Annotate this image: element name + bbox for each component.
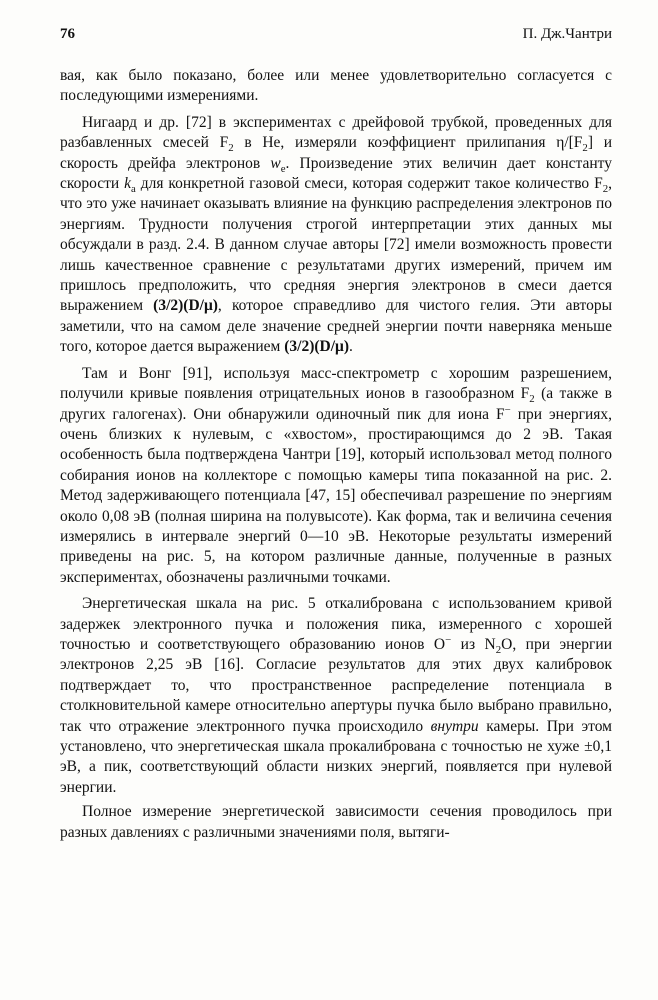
text-run: . Произведение этих величин дает константу скорости bbox=[60, 154, 612, 193]
text-run: O, при энергии электронов 2,25 эВ [16]. Согласие результатов для этих двух калибровок подтверждает то, что пространственное распределение потенциала в столкновительной камере относительно апертуры пучка было выбрано правильно, так что отражение электронного пучка происходило bbox=[60, 635, 612, 735]
text-run: , что это уже начинает оказывать влияние на функцию распределения электронов по энергиям. Трудности получения строгой интерпретации этих данных мы обсуждали в разд. 2.4. В данном случае авторы [72] имели возможность провести лишь качественное сравнение с результатами других измерений, причем им пришлось предположить, что средняя энергия электронов в смеси дается выражением bbox=[60, 175, 612, 315]
text-run: , которое справедливо для чистого гелия. Эти авторы заметили, что на самом деле значение средней энергии почти наверняка меньше того, которое дается выражением bbox=[60, 297, 612, 356]
superscript: − bbox=[504, 403, 511, 416]
math-variable: w bbox=[270, 154, 281, 172]
superscript: − bbox=[445, 633, 452, 646]
paragraph-2 bbox=[60, 113, 612, 358]
text-run: в He, измеряли коэффициент прилипания η/[F bbox=[233, 134, 583, 152]
body-text bbox=[60, 66, 612, 849]
math-variable: k bbox=[124, 175, 131, 193]
running-head: П. Дж.Чантри bbox=[522, 26, 612, 42]
emphasis: внутри bbox=[430, 717, 479, 735]
text-run: Там и Вонг [91], используя масс-спектрометр с хорошим разрешением, получили кривые появления отрицательных ионов в газообразном F bbox=[60, 364, 612, 403]
subscript: 2 bbox=[602, 183, 609, 196]
paragraph-5-text: Полное измерение энергетической зависимости сечения проводилось при разных давлениях с различными значениями поля, вытяги- bbox=[60, 803, 612, 841]
paragraph-5 bbox=[60, 802, 612, 843]
subscript: 2 bbox=[529, 393, 535, 406]
paragraph-1 bbox=[60, 66, 612, 107]
text-run: Энергетическая шкала на рис. 5 откалибрована с использованием кривой задержек электронного пучка и положения пика, измеренного с хорошей точностью и соответствующего образованию ионов O bbox=[60, 595, 612, 653]
page-header bbox=[60, 26, 612, 50]
text-run: Нигаард и др. [72] в экспериментах с дрейфовой трубкой, проведенных для разбавленных смесей F bbox=[60, 113, 612, 152]
subscript: e bbox=[280, 162, 286, 175]
text-run: (а также в других галогенах). Они обнаружили одиночный пик для иона F bbox=[60, 385, 612, 423]
paragraph-1-text: вая, как было показано, более или менее удовлетворительно согласуется с последующими измерениями. bbox=[60, 67, 612, 105]
paragraph-4 bbox=[60, 594, 612, 798]
formula: (3/2)(D/μ) bbox=[284, 338, 349, 356]
text-run: из N bbox=[451, 635, 496, 653]
text-run: . bbox=[349, 338, 353, 356]
subscript: 2 bbox=[495, 644, 502, 657]
paragraph-3 bbox=[60, 364, 612, 588]
text-run: камеры. При этом установлено, что энергетическая шкала прокалибрована с точностью не хуже ±0,1 эВ, а пик, соответствующий области низких энергий, появляется при нулевой энергии. bbox=[60, 717, 612, 796]
text-run: при энергиях, очень близких к нулевым, с «хвостом», простирающимся до 2 эВ. Такая особенность была подтверждена Чантри [19], который использовал метод полного собирания ионов на коллекторе с помощью камеры типа показанной на рис. 2. Метод задерживающего потенциала [47, 15] обеспечивал разрешение по энергиям около 0,08 эВ (полная ширина на полувысоте). Как форма, так и величина сечения измерялись в интервале энергий 0—10 эВ. Некоторые результаты измерений приведены на рис. 5, на котором различные данные, полученные в разных экспериментах, обозначены различными точками. bbox=[60, 405, 613, 586]
subscript: 2 bbox=[582, 142, 588, 155]
subscript: a bbox=[130, 183, 136, 196]
subscript: 2 bbox=[228, 142, 234, 155]
formula: (3/2)(D/μ) bbox=[153, 297, 218, 315]
page-number: 76 bbox=[60, 26, 75, 42]
text-run: для конкретной газовой смеси, которая содержит такое количество F bbox=[135, 175, 603, 193]
text-run: ] и скорость дрейфа электронов bbox=[60, 134, 612, 172]
